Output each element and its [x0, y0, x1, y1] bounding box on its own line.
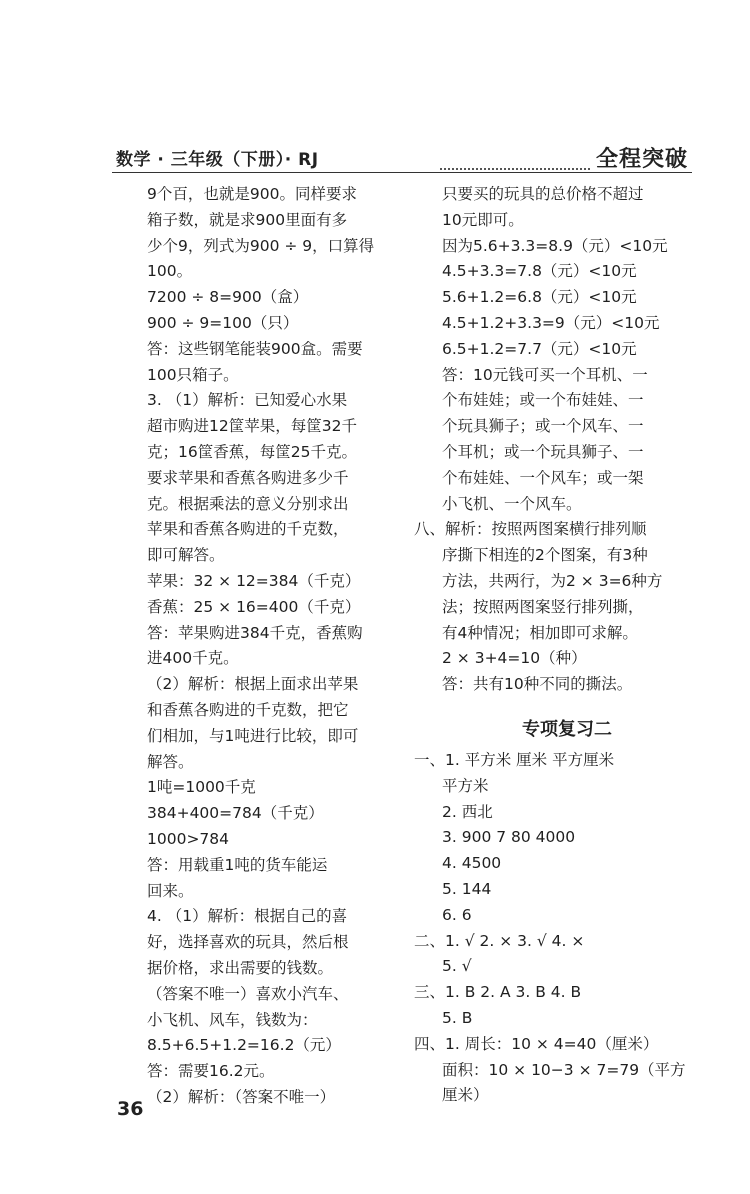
text-line: 序撕下相连的2个图案，有3种	[442, 546, 648, 565]
text-line: 3. 900 7 80 4000	[442, 828, 576, 847]
text-line: （2）解析：（答案不唯一）	[147, 1087, 336, 1106]
text-line: 面积：10 × 10−3 × 7=79（平方	[442, 1060, 686, 1079]
text-line: 4.5+1.2+3.3=9（元）<10元	[442, 313, 660, 332]
text-line: 3. （1）解析：已知爱心水果	[147, 391, 348, 410]
text-line: 一、1. 平方米 厘米 平方厘米	[414, 750, 615, 769]
text-line: 克。根据乘法的意义分别求出	[147, 494, 349, 513]
text-line: 和香蕉各购进的千克数，把它	[147, 700, 349, 719]
text-line: 八、解析：按照两图案横行排列顺	[414, 520, 647, 539]
text-line: 苹果和香蕉各购进的千克数，	[147, 520, 349, 539]
page-number: 36	[117, 1098, 144, 1120]
text-line: 9个百，也就是900。同样要求	[147, 185, 357, 203]
text-line: 5. 144	[442, 879, 492, 898]
text-line: 香蕉：25 × 16=400（千克）	[147, 597, 361, 616]
header-left-title: 数学 · 三年级（下册）· RJ	[116, 150, 319, 170]
text-line: 因为5.6+3.3=8.9（元）<10元	[442, 236, 668, 255]
text-line: 6. 6	[442, 905, 472, 924]
text-line: 回来。	[147, 881, 194, 900]
text-line: 100。	[147, 262, 193, 281]
text-line: 小飞机、一个风车。	[442, 494, 582, 513]
text-line: 900 ÷ 9=100（只）	[147, 313, 299, 332]
text-line: 答：需要16.2元。	[147, 1062, 275, 1081]
text-line: 1吨=1000千克	[147, 778, 256, 797]
text-line: 5.6+1.2=6.8（元）<10元	[442, 288, 637, 307]
text-line: （2）解析：根据上面求出苹果	[147, 675, 359, 694]
text-line: 7200 ÷ 8=900（盒）	[147, 288, 309, 307]
text-line: （答案不唯一）喜欢小汽车、	[147, 984, 349, 1003]
section-title: 专项复习二	[522, 718, 612, 740]
header-rule	[112, 172, 692, 173]
text-line: 有4种情况；相加即可求解。	[442, 623, 638, 642]
text-line: 4.5+3.3=7.8（元）<10元	[442, 262, 637, 281]
text-line: 答：苹果购进384千克，香蕉购	[147, 623, 363, 642]
text-line: 2 × 3+4=10（种）	[442, 649, 587, 668]
text-line: 超市购进12筐苹果，每筐32千	[147, 417, 357, 436]
text-line: 即可解答。	[147, 546, 225, 565]
text-line: 5. √	[442, 957, 472, 976]
text-line: 箱子数，就是求900里面有多	[147, 210, 348, 229]
left-column	[147, 182, 392, 1111]
text-line: 们相加，与1吨进行比较，即可	[147, 726, 359, 745]
text-line: 6.5+1.2=7.7（元）<10元	[442, 339, 637, 358]
right-column-top	[414, 182, 692, 698]
text-line: 解答。	[147, 752, 194, 771]
text-line: 厘米）	[442, 1086, 489, 1105]
text-line: 好，选择喜欢的玩具，然后根	[147, 933, 349, 952]
text-line: 8.5+6.5+1.2=16.2（元）	[147, 1036, 341, 1055]
text-line: 个耳机；或一个玩具狮子、一	[442, 442, 644, 461]
text-line: 克；16筐香蕉，每筐25千克。	[147, 442, 357, 461]
text-line: 5. B	[442, 1008, 473, 1027]
text-line: 个布娃娃、一个风车；或一架	[442, 468, 644, 487]
text-line: 苹果：32 × 12=384（千克）	[147, 571, 361, 590]
text-line: 三、1. B 2. A 3. B 4. B	[414, 983, 582, 1002]
text-line: 4. （1）解析：根据自己的喜	[147, 907, 348, 926]
right-column-bottom	[414, 748, 692, 1109]
text-line: 1000>784	[147, 829, 230, 848]
text-line: 4. 4500	[442, 854, 502, 873]
text-line: 二、1. √ 2. × 3. √ 4. ×	[414, 931, 585, 950]
text-line: 据价格，求出需要的钱数。	[147, 958, 334, 977]
text-line: 答：10元钱可买一个耳机、一	[442, 365, 648, 384]
header-right-brand: 全程突破	[596, 147, 689, 172]
text-line: 小飞机、风车，钱数为：	[147, 1010, 318, 1029]
text-line: 100只箱子。	[147, 365, 239, 384]
text-line: 只要买的玩具的总价格不超过	[442, 185, 644, 203]
text-line: 法；按照两图案竖行排列撕，	[442, 597, 644, 616]
text-line: 进400千克。	[147, 649, 239, 668]
text-line: 个玩具狮子；或一个风车、一	[442, 417, 644, 436]
text-line: 少个9，列式为900 ÷ 9，口算得	[147, 236, 375, 255]
text-line: 2. 西北	[442, 802, 493, 821]
right-column	[414, 182, 692, 1109]
text-line: 384+400=784（千克）	[147, 804, 324, 823]
text-line: 要求苹果和香蕉各购进多少千	[147, 468, 349, 487]
text-line: 方法，共两行，为2 × 3=6种方	[442, 571, 663, 590]
text-line: 四、1. 周长：10 × 4=40（厘米）	[414, 1034, 659, 1053]
text-line: 10元即可。	[442, 210, 524, 229]
text-line: 答：这些钢笔能装900盒。需要	[147, 339, 363, 358]
header-dots	[440, 168, 590, 170]
text-line: 平方米	[442, 776, 489, 795]
text-line: 答：共有10种不同的撕法。	[442, 675, 633, 694]
text-line: 个布娃娃；或一个布娃娃、一	[442, 391, 644, 410]
text-line: 答：用载重1吨的货车能运	[147, 855, 328, 874]
